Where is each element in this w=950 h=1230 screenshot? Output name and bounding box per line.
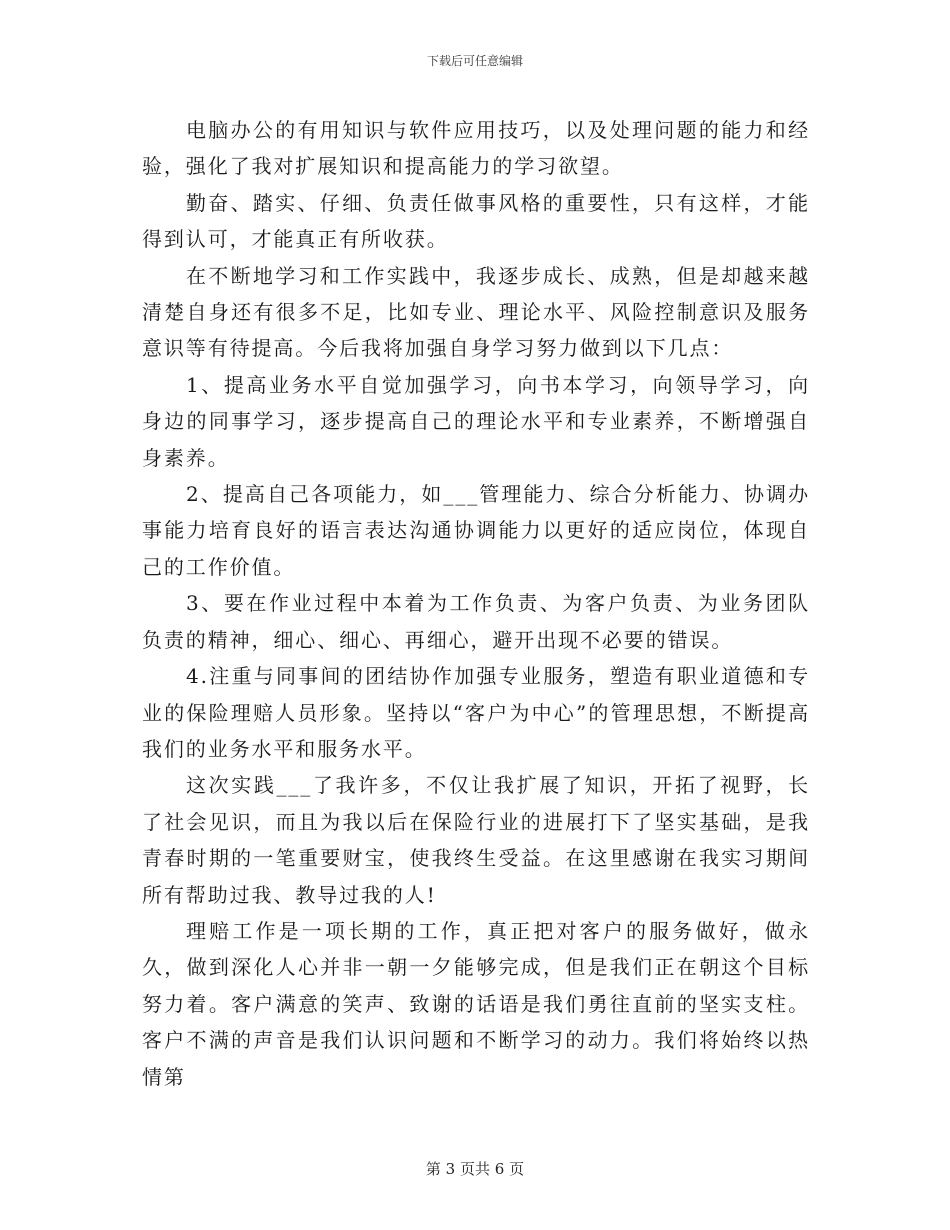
list-item: 2、提高自己各项能力，如___管理能力、综合分析能力、协调办事能力培育良好的语言表达沟通协调能力以更好的适应岗位，体现自己的工作价值。: [142, 482, 810, 579]
list-item: 3、要在作业过程中本着为工作负责、为客户负责、为业务团队负责的精神，细心、细心、再细心，避开出现不必要的错误。: [142, 591, 810, 652]
page-number: 第 3 页共 6 页: [425, 1160, 525, 1178]
paragraph: 理赔工作是一项长期的工作，真正把对客户的服务做好，做永久，做到深化人心并非一朝一夕能够完成，但是我们正在朝这个目标努力着。客户满意的笑声、致谢的话语是我们勇往直前的坚实支柱。客户不满的声音是我们认识问题和不断学习的动力。我们将始终以热情第: [142, 918, 810, 1089]
list-item: 4.注重与同事间的团结协作加强专业服务，塑造有职业道德和专业的保险理赔人员形象。坚持以“客户为中心”的管理思想，不断提高我们的业务水平和服务水平。: [142, 664, 810, 761]
header-note: 下载后可任意编辑: [426, 54, 523, 68]
paragraph: 这次实践___了我许多，不仅让我扩展了知识，开拓了视野，长了社会见识，而且为我以后在保险行业的进展打下了坚实基础，是我青春时期的一笔重要财宝，使我终生受益。在这里感谢在我实习期间所有帮助过我、教导过我的人!: [142, 773, 810, 907]
document-body: [142, 112, 810, 1095]
paragraph: 在不断地学习和工作实践中，我逐步成长、成熟，但是却越来越清楚自身还有很多不足，比如专业、理论水平、风险控制意识及服务意识等有待提高。今后我将加强自身学习努力做到以下几点：: [142, 263, 810, 361]
paragraph: 勤奋、踏实、仔细、负责任做事风格的重要性，只有这样，才能得到认可，才能真正有所收获。: [142, 190, 810, 252]
list-item: 1、提高业务水平自觉加强学习，向书本学习，向领导学习，向身边的同事学习，逐步提高自己的理论水平和专业素养，不断增强自身素养。: [142, 372, 810, 470]
paragraph: 电脑办公的有用知识与软件应用技巧，以及处理问题的能力和经验，强化了我对扩展知识和提高能力的学习欲望。: [142, 118, 810, 179]
